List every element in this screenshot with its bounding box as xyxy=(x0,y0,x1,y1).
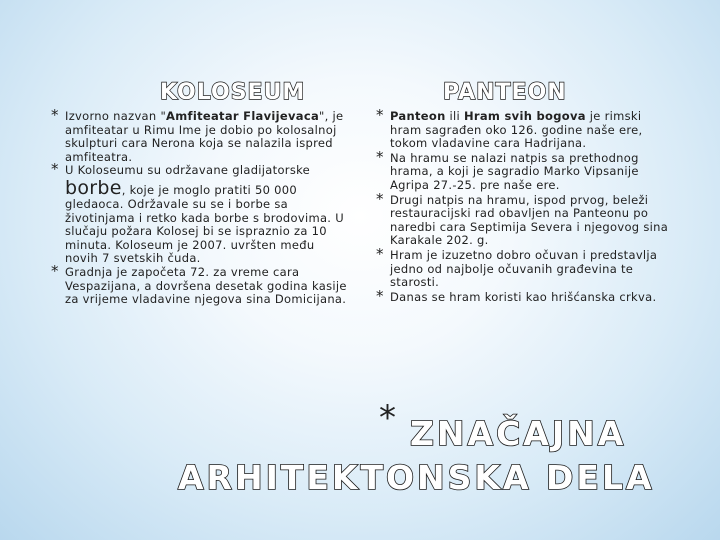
koloseum-heading: KOLOSEUM xyxy=(160,80,306,105)
bullet-star: * xyxy=(51,261,59,280)
list-item xyxy=(376,147,676,193)
item-text: , koje je moglo pratiti 50 000 gledaoca. Održavale su se i borbe sa životinjama i retko kada borbe s brodovima. U slučaju požara Kolosej bi se ispraznio za 10 minuta. Koloseum je 2007. uvršten među novih 7 svetskih čuda. xyxy=(65,182,344,266)
item-text: U Koloseumu su održavane gladijatorske xyxy=(65,163,311,178)
list-item xyxy=(51,106,349,164)
list-item xyxy=(376,106,676,151)
item-text: ili xyxy=(445,109,464,123)
title-line-1: ZNAČAJNA xyxy=(410,414,627,453)
item-text: Gradnja je započeta 72. za vreme cara Vespazijana, a dovršena desetak godina kasije za vrijeme vladavine njegova sina Domicijana. xyxy=(65,264,347,307)
item-bold-text: Panteon xyxy=(390,109,446,123)
title-bullet-star: * xyxy=(379,398,396,438)
item-text: Izvorno nazvan " xyxy=(65,109,167,123)
list-item xyxy=(376,189,676,248)
list-item xyxy=(51,160,349,266)
bullet-star: * xyxy=(376,244,384,263)
bullet-star: * xyxy=(376,147,384,166)
item-text: ", je amfiteatar u Rimu Ime je dobio po kolosalnoj skulpturi cara Nerona koja se nalazila ispred amfiteatra. xyxy=(65,109,344,164)
item-text: Hram je izuzetno dobro očuvan i predstavlja jedno od najbolje očuvanih građevina te starosti. xyxy=(390,247,658,290)
item-bold-text: Hram svih bogova xyxy=(463,109,586,123)
list-item xyxy=(376,244,676,290)
item-text: Drugi natpis na hramu, ispod prvog, beleži restauracijski rad obavljen na Panteonu po naredbi cara Septimija Severa i njegovog sina Karakale 202. g. xyxy=(390,192,669,248)
bullet-star: * xyxy=(51,106,59,124)
item-text: je rimski hram sagrađen oko 126. godine naše ere, tokom vladavine cara Hadrijana. xyxy=(390,109,643,151)
bullet-star: * xyxy=(376,189,384,208)
item-large-text: borbe xyxy=(65,176,122,199)
bullet-star: * xyxy=(376,106,384,124)
item-text: Na hramu se nalazi natpis sa prethodnog hrama, a koji je sagradio Marko Vipsanije Agripa 27.-25. pre naše ere. xyxy=(390,150,639,192)
bullet-star: * xyxy=(376,286,384,305)
panteon-list xyxy=(376,106,676,305)
panteon-heading: PANTEON xyxy=(443,80,567,105)
list-item xyxy=(51,261,349,307)
item-bold-text: Amfiteatar Flavijevaca xyxy=(166,109,320,123)
item-text: Danas se hram koristi kao hrišćanska crkva. xyxy=(390,289,657,304)
title-line-2: ARHITEKTONSKA DELA xyxy=(178,458,655,497)
bullet-star: * xyxy=(51,160,59,179)
list-item xyxy=(376,286,676,305)
koloseum-list xyxy=(51,106,349,307)
